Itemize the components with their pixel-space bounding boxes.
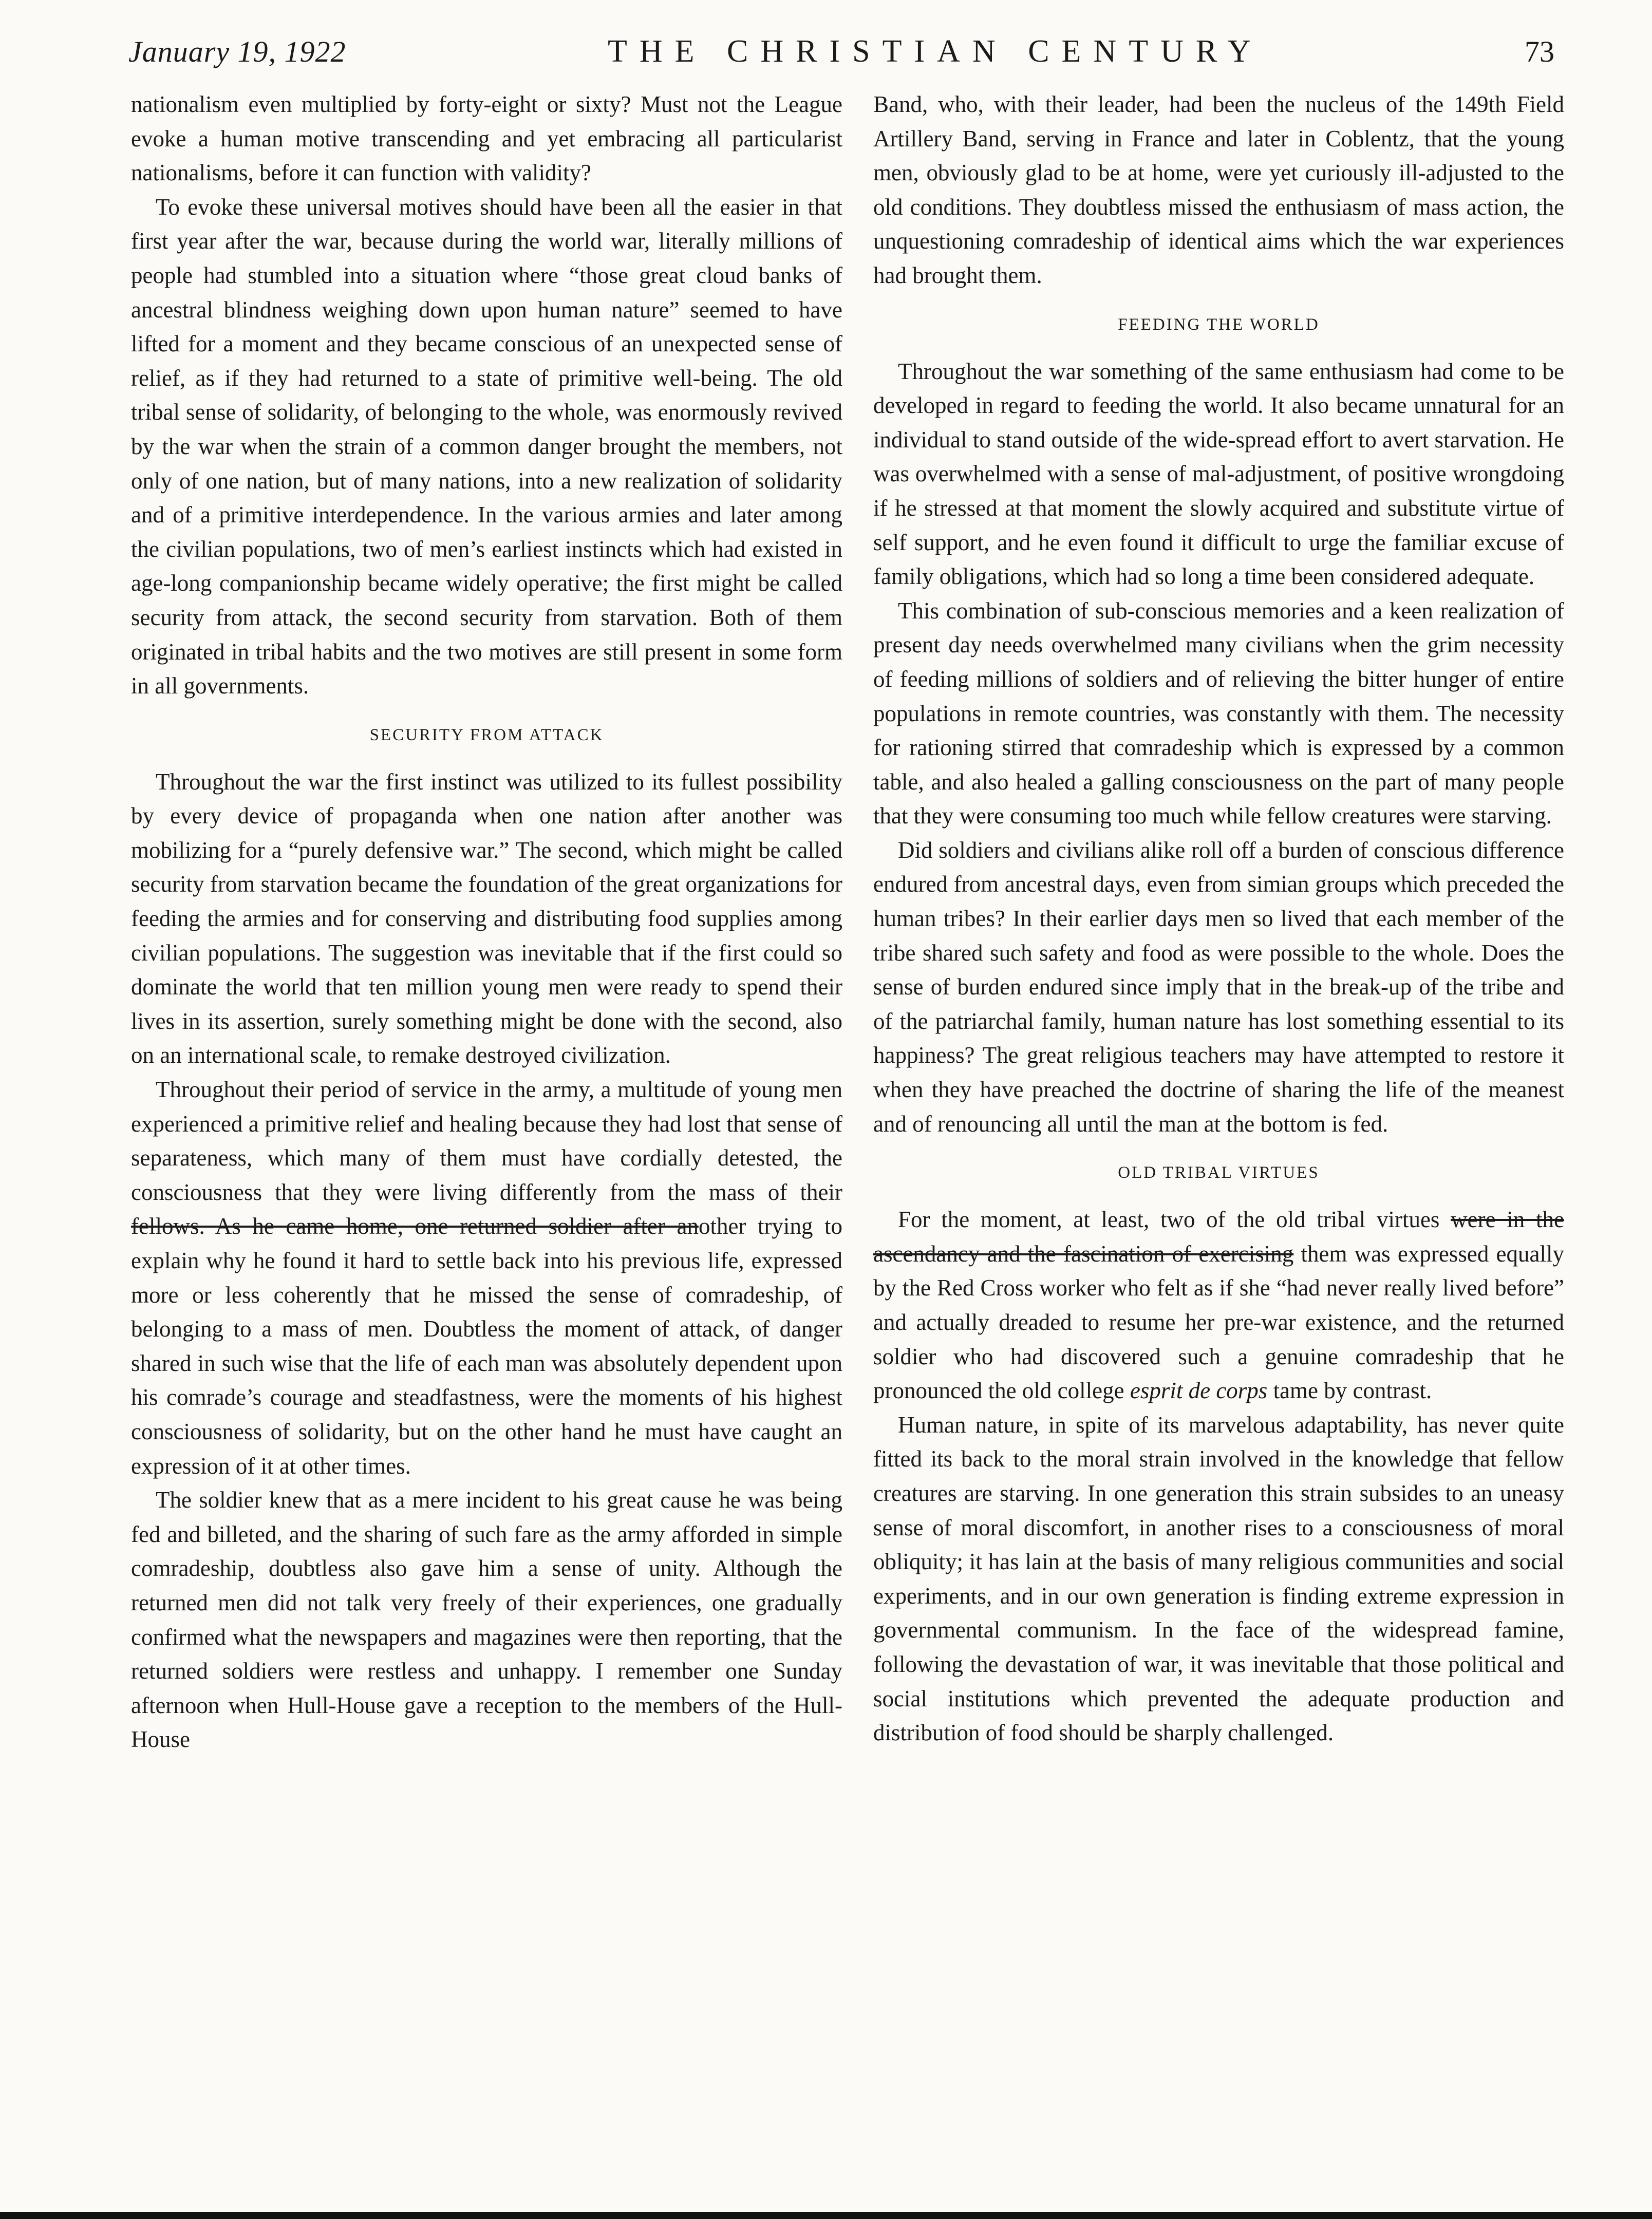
- paragraph: nationalism even multiplied by forty-eight or sixty? Must not the League evoke a human motive transcending and yet embracing all particularist nationalisms, before it can function with validity?: [131, 91, 842, 186]
- masthead: THE CHRISTIAN CENTURY: [608, 33, 1263, 69]
- struck-text: fellows. As he came home, one returned soldier after an: [131, 1213, 699, 1239]
- paragraph: [131, 1073, 842, 1483]
- page-header: [128, 21, 1554, 82]
- section-heading-feeding-the-world: FEEDING THE WORLD: [1118, 315, 1320, 334]
- paragraph: The soldier knew that as a mere incident to his great cause he was being fed and billeted, and the sharing of such fare as the army afforded in simple comradeship, doubtless also gave him a sense of unity. Although the returned men did not talk very freely of their experiences, one gradually confirmed what the newspapers and magazines were then reporting, that the returned soldiers were restless and unhappy. I remember one Sunday afternoon when Hull-House gave a reception to the members of the Hull-House: [131, 1487, 842, 1753]
- section-heading-old-tribal-virtues: OLD TRIBAL VIRTUES: [1118, 1163, 1320, 1182]
- paragraph: Human nature, in spite of its marvelous adaptability, has never quite fitted its back to the moral strain involved in the knowledge that fellow creatures are starving. In one generation this strain subsides to an uneasy sense of moral discomfort, in another rises to a consciousness of moral obliquity; it has lain at the basis of many religious communities and social experiments, and in our own generation is finding extreme expression in governmental communism. In the face of the widespread famine, following the devastation of war, it was inevitable that those political and social institutions which prevented the adequate production and distribution of food should be sharply challenged.: [873, 1412, 1564, 1746]
- bottom-scan-border: [0, 2212, 1652, 2219]
- paragraph: Throughout the war the first instinct was utilized to its fullest possibility by every device of propaganda when one nation after another was mobilizing for a “purely defensive war.” The second, which might be called security from starvation became the foundation of the great organizations for feeding the armies and for conserving and distributing food supplies among civilian populations. The suggestion was inevitable that if the first could so dominate the world that ten million young men were ready to spend their lives in its assertion, surely something might be done with the second, also on an international scale, to remake destroyed civilization.: [131, 768, 842, 1068]
- right-column: [873, 87, 1564, 1750]
- paragraph: Throughout the war something of the same enthusiasm had come to be developed in regard to feeding the world. It also became unnatural for an individual to stand outside of the wide-spread effort to avert starvation. He was overwhelmed with a sense of mal-adjustment, of positive wrongdoing if he stressed at that moment the slowly acquired and substitute virtue of self support, and he even found it difficult to urge the familiar excuse of family obligations, which had so long a time been considered adequate.: [873, 358, 1564, 590]
- paragraph-text: tame by contrast.: [1267, 1378, 1432, 1404]
- issue-date: January 19, 1922: [128, 34, 346, 68]
- italic-phrase: esprit de corps: [1130, 1378, 1268, 1404]
- paragraph: [873, 1202, 1564, 1408]
- left-column: [131, 87, 842, 1757]
- paragraph-text: Throughout their period of service in the army, a multitude of young men experienced a primitive relief and healing because they had lost that sense of separateness, which many of them must have cordially detested, the consciousness that they were living differently from the mass of their: [131, 1077, 842, 1205]
- paragraph-text: For the moment, at least, two of the old tribal virtues: [898, 1207, 1451, 1233]
- paragraph-text: other trying to explain why he found it hard to settle back into his previous life, expressed more or less coherently that he missed the sense of comradeship, of belonging to a mass of men. Doubtless the moment of attack, of danger shared in such wise that the life of each man was absolutely dependent upon his comrade’s courage and steadfastness, were the moments of his highest consciousness of solidarity, but on the other hand he must have caught an expression of it at other times.: [131, 1213, 842, 1479]
- paragraph: Band, who, with their leader, had been the nucleus of the 149th Field Artillery Band, serving in France and later in Coblentz, that the young men, obviously glad to be at home, were yet curiously ill-adjusted to the old conditions. They doubtless missed the enthusiasm of mass action, the unquestioning comradeship of identical aims which the war experiences had brought them.: [873, 91, 1564, 288]
- section-heading-security-from-attack: SECURITY FROM ATTACK: [369, 725, 604, 744]
- paragraph-text: them was expressed equally by the Red Cross worker who felt as if she “had never really lived before” and actually dreaded to resume her pre-war existence, and the returned soldier who had discovered such a genuine comradeship that he pronounced the old college: [873, 1240, 1564, 1404]
- paragraph: Did soldiers and civilians alike roll off a burden of conscious difference endured from ancestral days, even from simian groups which preceded the human tribes? In their earlier days men so lived that each member of the tribe shared such safety and food as were possible to the whole. Does the sense of burden endured since imply that in the break-up of the tribe and of the patriarchal family, human nature has lost something essential to its happiness? The great religious teachers may have attempted to restore it when they have preached the doctrine of sharing the life of the meanest and of renouncing all until the man at the bottom is fed.: [873, 837, 1564, 1137]
- page-number: 73: [1525, 34, 1554, 68]
- struck-text: were in the ascendancy and the fascination of exercising: [873, 1207, 1564, 1267]
- paragraph: To evoke these universal motives should have been all the easier in that first year after the war, because during the world war, literally millions of people had stumbled into a situation where “those great cloud banks of ancestral blindness weighing down upon human nature” seemed to have lifted for a moment and they became conscious of an unexpected sense of relief, as if they had returned to a state of primitive well-being. The old tribal sense of solidarity, of belonging to the whole, was enormously revived by the war when the strain of a common danger brought the members, not only of one nation, but of many nations, into a new realization of solidarity and of a primitive interdependence. In the various armies and later among the civilian populations, two of men’s earliest instincts which had existed in age-long companionship became widely operative; the first might be called security from attack, the second security from starvation. Both of them originated in tribal habits and the two motives are still present in some form in all governments.: [131, 194, 842, 699]
- paragraph: This combination of sub-conscious memories and a keen realization of present day needs overwhelmed many civilians when the grim necessity of feeding millions of soldiers and of relieving the bitter hunger of entire populations in remote countries, was constantly with them. The necessity for rationing stirred that comradeship which is expressed by a common table, and also healed a galling consciousness on the part of many people that they were consuming too much while fellow creatures were starving.: [873, 597, 1564, 829]
